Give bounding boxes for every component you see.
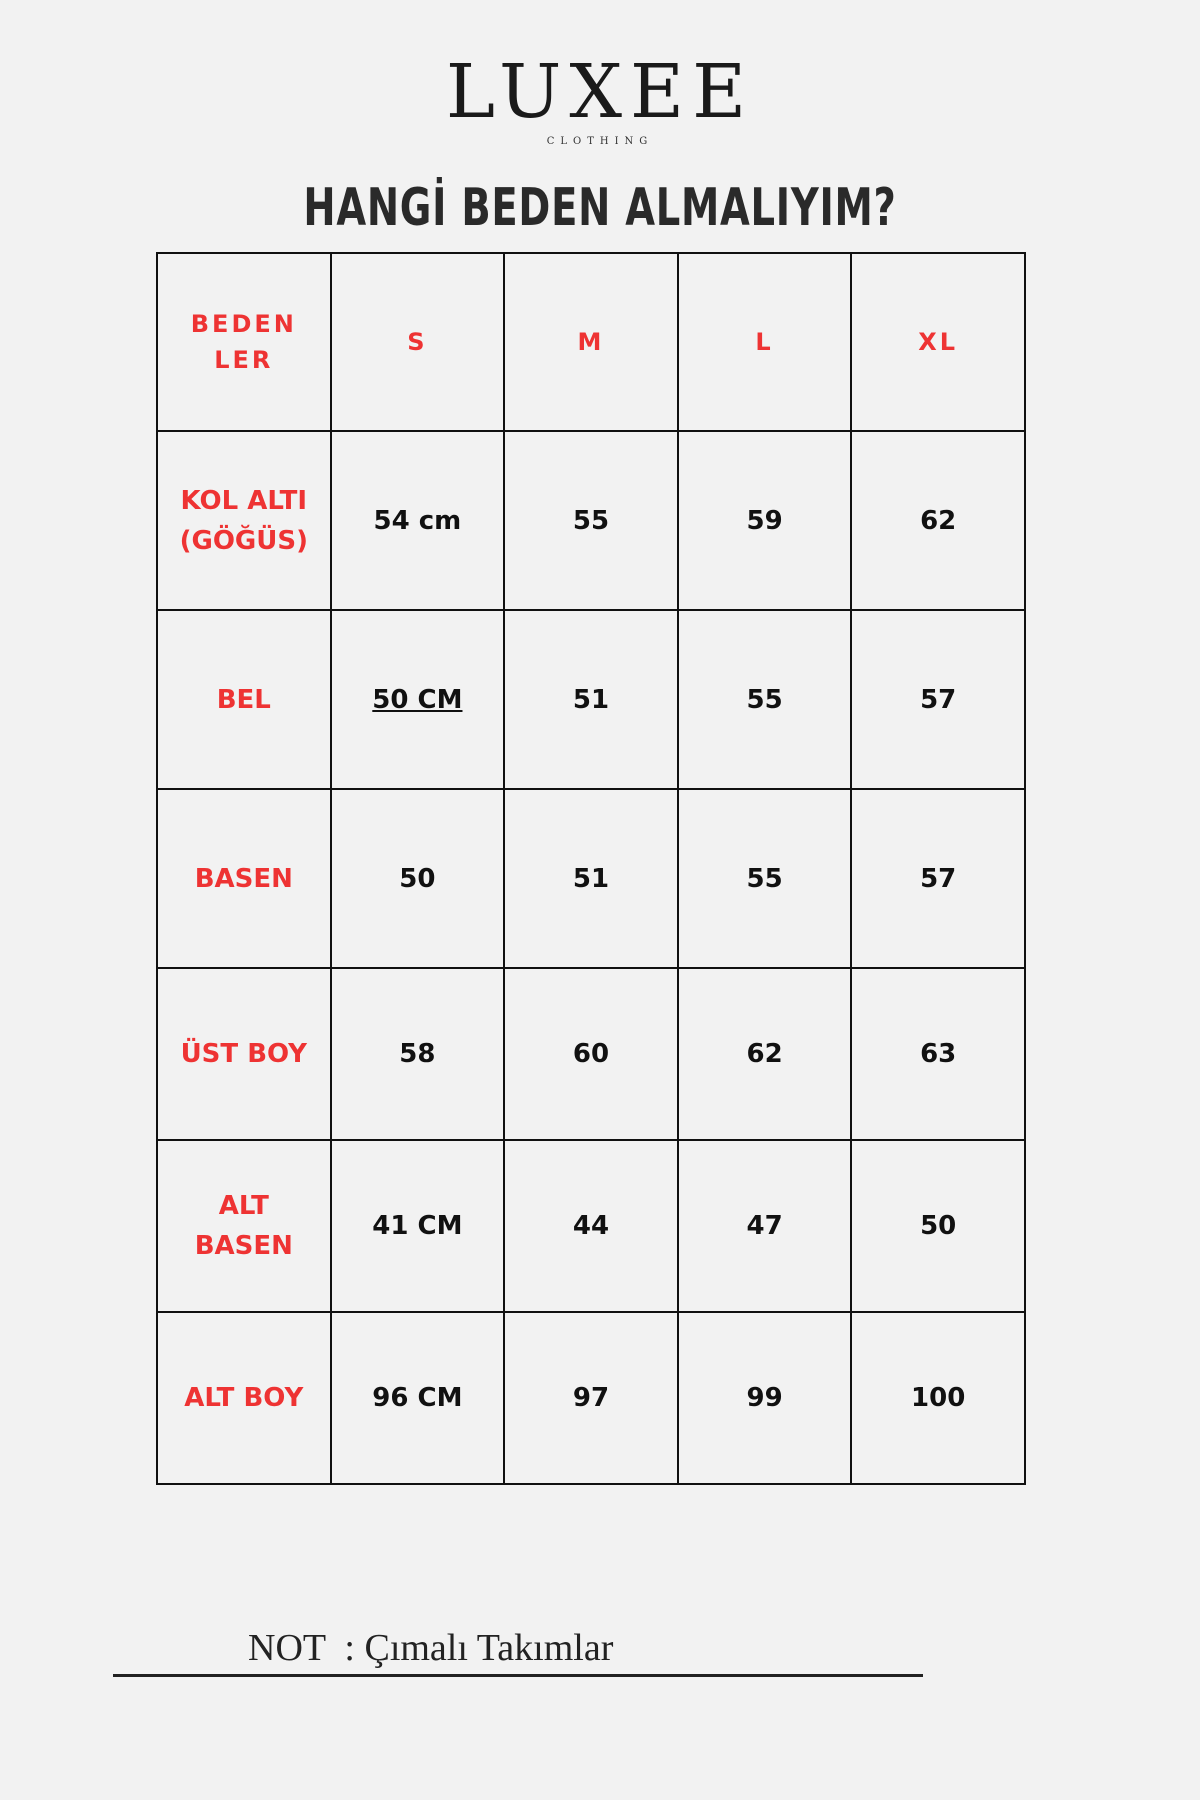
table-cell [331, 789, 505, 968]
header-cell-bedenler [157, 253, 331, 431]
row-label: ÜST BOY [180, 1039, 308, 1069]
table-cell [851, 789, 1025, 968]
header-label: XL [918, 328, 959, 356]
cell-value: 58 [399, 1039, 436, 1069]
cell-value: 100 [911, 1383, 966, 1413]
table-cell [851, 431, 1025, 610]
header-label: BEDENLER [190, 310, 297, 374]
size-chart-table [156, 252, 1026, 1485]
brand-name: LUXEE [445, 49, 755, 135]
row-label-cell [157, 968, 331, 1140]
brand-subtitle: CLOTHING [546, 136, 654, 147]
table-cell [504, 1140, 678, 1312]
header-cell-xl [851, 253, 1025, 431]
table-cell [678, 1312, 852, 1484]
header-cell-m [504, 253, 678, 431]
header-cell-l [678, 253, 852, 431]
note-underline [113, 1674, 923, 1677]
table-cell [851, 610, 1025, 789]
row-label-cell [157, 1140, 331, 1312]
header-cell-s [331, 253, 505, 431]
cell-value: 99 [746, 1383, 783, 1413]
table-cell [678, 789, 852, 968]
cell-value: 62 [746, 1039, 783, 1069]
table-cell [851, 1140, 1025, 1312]
cell-value: 96 CM [372, 1383, 463, 1413]
row-label: ALT BOY [184, 1383, 304, 1413]
cell-value: 62 [920, 505, 957, 536]
cell-value: 50 CM [372, 684, 463, 715]
cell-value: 60 [572, 1039, 610, 1069]
table-cell [678, 1140, 852, 1312]
table-cell [331, 1140, 505, 1312]
cell-value: 51 [572, 684, 610, 715]
brand-logo [0, 49, 1200, 147]
cell-value: 51 [572, 863, 610, 894]
cell-value: 57 [920, 684, 957, 715]
cell-value: 59 [746, 505, 783, 536]
table-row [157, 1140, 1025, 1312]
row-label: BASEN [194, 863, 293, 894]
table-cell [678, 431, 852, 610]
cell-value: 55 [746, 863, 783, 894]
cell-value: 55 [746, 684, 783, 715]
cell-value: 54 cm [373, 505, 462, 536]
table-cell [678, 610, 852, 789]
cell-value: 50 [920, 1211, 957, 1241]
table-cell [504, 968, 678, 1140]
row-label-cell [157, 1312, 331, 1484]
cell-value: 57 [920, 863, 957, 894]
table-cell [504, 789, 678, 968]
page-title: HANGİ BEDEN ALMALIYIM? [303, 178, 897, 238]
row-label: ALT BASEN [194, 1191, 293, 1261]
table-cell [504, 1312, 678, 1484]
cell-value: 41 CM [372, 1211, 463, 1241]
row-label: KOL ALTI (GÖĞÜS) [179, 485, 308, 556]
table-header-row [157, 253, 1025, 431]
table-row [157, 431, 1025, 610]
header-label: L [755, 328, 774, 356]
cell-value: 97 [572, 1383, 610, 1413]
cell-value: 55 [572, 505, 610, 536]
table-row [157, 968, 1025, 1140]
table-cell [504, 610, 678, 789]
table-row [157, 789, 1025, 968]
row-label: BEL [216, 684, 271, 715]
table-row [157, 1312, 1025, 1484]
cell-value: 50 [399, 863, 436, 894]
table-cell [504, 431, 678, 610]
row-label-cell [157, 789, 331, 968]
note-text: NOT : Çımalı Takımlar [248, 1627, 614, 1669]
table-cell [331, 431, 505, 610]
table-cell [331, 968, 505, 1140]
row-label-cell [157, 431, 331, 610]
header-label: M [577, 328, 605, 356]
table-cell [331, 610, 505, 789]
row-label-cell [157, 610, 331, 789]
table-cell [331, 1312, 505, 1484]
table-row [157, 610, 1025, 789]
cell-value: 47 [746, 1211, 783, 1241]
header-label: S [407, 328, 428, 356]
cell-value: 63 [920, 1039, 957, 1069]
table-cell [678, 968, 852, 1140]
cell-value: 44 [572, 1211, 610, 1241]
table-cell [851, 968, 1025, 1140]
table-cell [851, 1312, 1025, 1484]
